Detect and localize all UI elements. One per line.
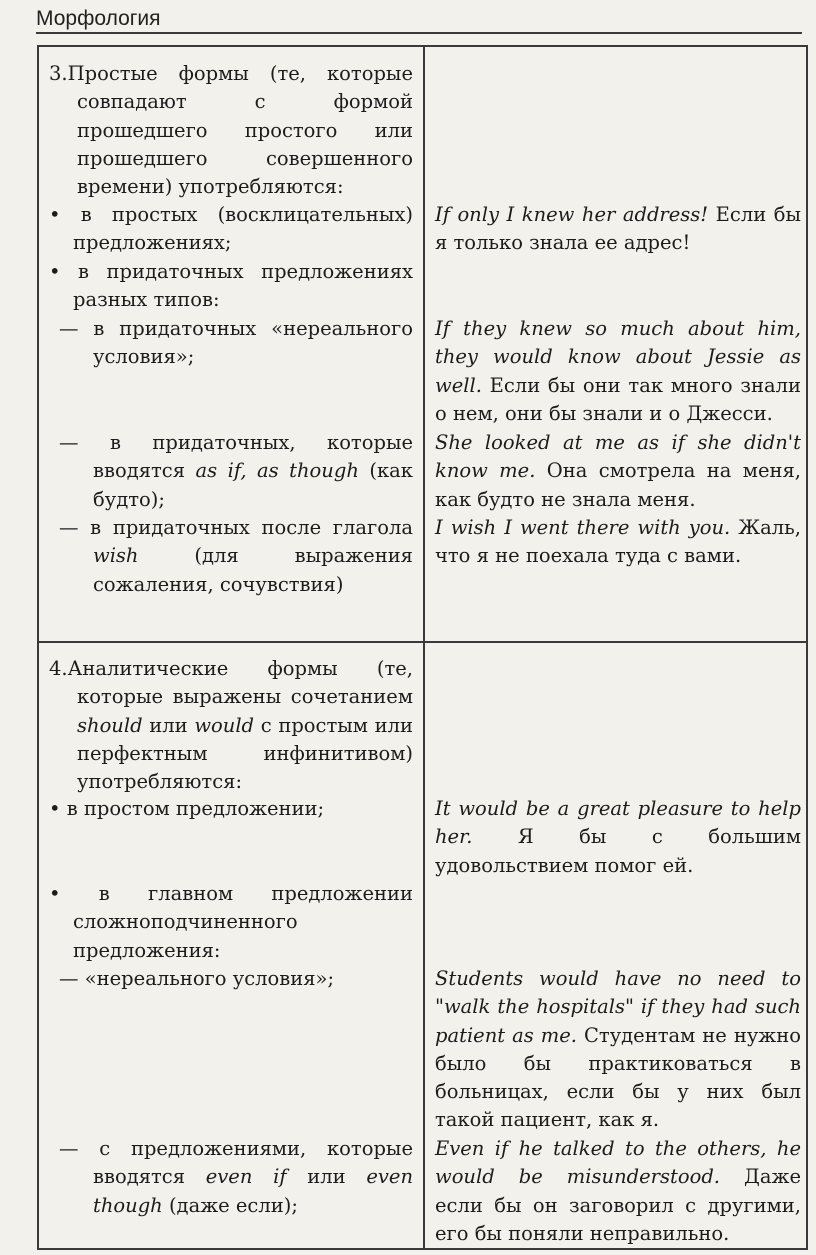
row-divider xyxy=(39,641,806,643)
row3-number: 3. xyxy=(49,62,68,85)
row3-bullet-1: • в простых (восклицательных) предложениях; xyxy=(49,203,414,255)
grammar-table xyxy=(37,45,808,1250)
row3-example-2: If they knew so much about him, they would know about Jessie as well. Если бы они так много знали о нем, они бы знали и о Джесси. xyxy=(435,317,801,425)
row4-intro: 4.Аналитические формы (те, которые выражены сочетанием should или would с простым или перфектным инфинитивом) употребляются: xyxy=(49,657,413,794)
row3-example-3: She looked at me as if she didn't know me. Она смотрела на меня, как будто не знала меня. xyxy=(435,431,802,511)
row4-example-3: Even if he talked to the others, he would be misunderstood. Даже если бы он заговорил с другими, его бы поняли неправильно. xyxy=(435,1137,801,1245)
row4-example-1: It would be a great pleasure to help her. Я бы с большим удовольствием помог ей. xyxy=(435,797,801,877)
row4-bullet-2: • в главном предложении сложноподчиненного предложения: xyxy=(49,882,413,962)
row3-sub-2: — в придаточных, которые вводятся as if, as though (как будто); xyxy=(59,431,413,511)
row3-example-1: If only I knew her address! Если бы я только знала ее адрес! xyxy=(435,203,801,255)
row3-sub-3: — в придаточных после глагола wish (для выражения сожаления, сочувствия) xyxy=(59,516,413,596)
row4-sub-1: — «нереального условия»; xyxy=(59,967,335,990)
row4-example-2: Students would have no need to "walk the hospitals" if they had such patient as me. Студентам не нужно было бы практиковаться в больницах, если бы у них был такой пациент, как я. xyxy=(435,967,801,1132)
row4-number: 4. xyxy=(49,657,68,680)
row3-sub-1: — в придаточных «нереального условия»; xyxy=(59,317,413,369)
section-title: Морфология xyxy=(36,7,161,30)
row4-sub-2: — с предложениями, которые вводятся even if или even though (даже если); xyxy=(59,1137,414,1217)
row3-intro xyxy=(49,60,413,201)
row4-bullet-1: • в простом предложении; xyxy=(49,797,325,820)
page-header xyxy=(36,6,802,34)
row3-intro-text: Простые формы (те, которые совпадают с формой прошедшего простого или прошедшего совершенного времени) употребляются: xyxy=(67,62,413,199)
row3-bullet-2: • в придаточных предложениях разных типов: xyxy=(49,260,413,312)
column-divider xyxy=(423,47,425,1248)
row3-example-4: I wish I went there with you. Жаль, что я не поехала туда с вами. xyxy=(435,516,802,568)
